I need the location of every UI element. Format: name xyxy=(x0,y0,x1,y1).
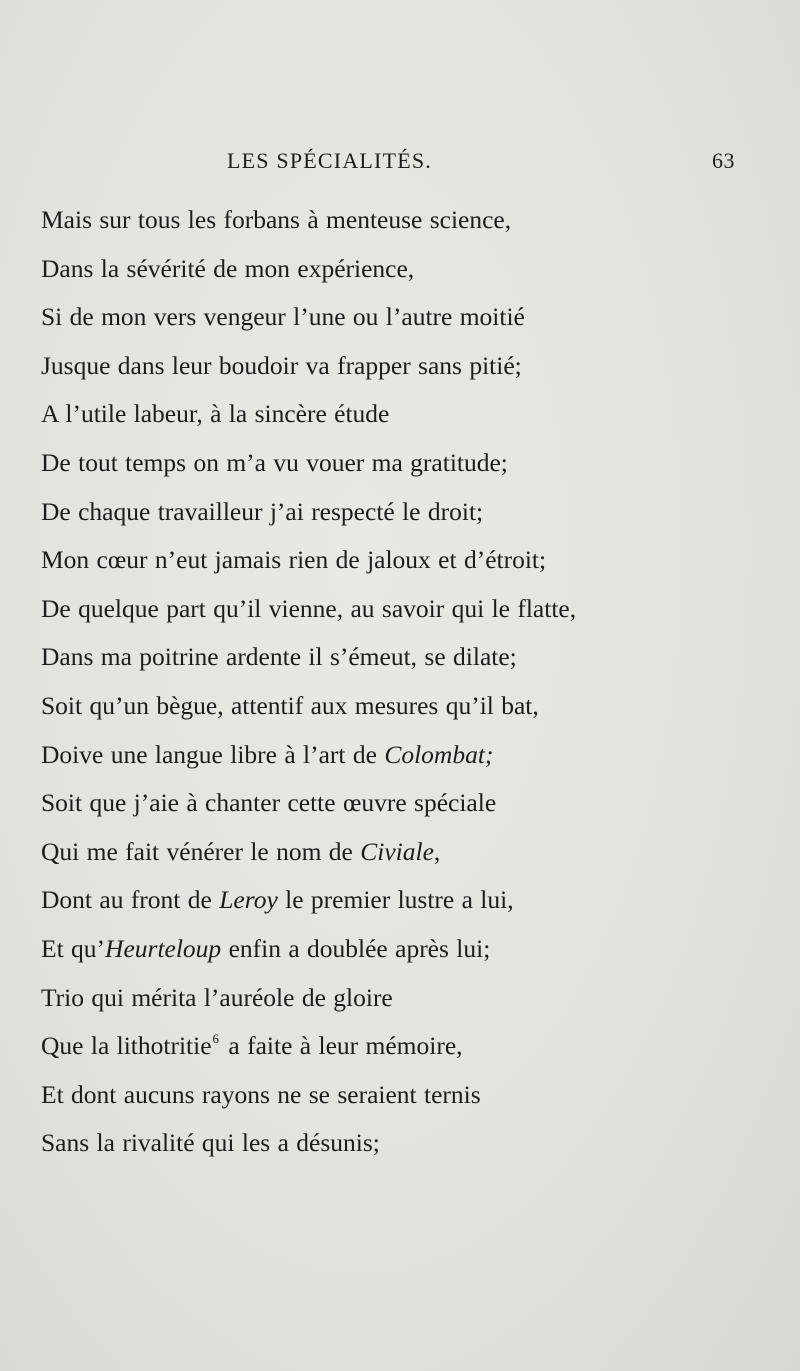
verse-line xyxy=(41,342,781,391)
verse-line xyxy=(41,245,781,294)
verse-line xyxy=(41,633,781,682)
verse-text: Doive une langue libre à l’art de xyxy=(41,739,385,769)
verse-line xyxy=(41,439,781,488)
verse-line xyxy=(41,828,781,877)
verse-line xyxy=(41,293,781,342)
verse-line xyxy=(41,488,781,537)
poem-text xyxy=(41,196,781,1168)
verse-line xyxy=(41,1022,781,1071)
italic-name: Heurteloup xyxy=(105,933,222,963)
verse-line xyxy=(41,925,781,974)
verse-text: le premier lustre a lui, xyxy=(277,885,514,915)
italic-name: Colombat; xyxy=(384,739,494,769)
verse-line xyxy=(41,390,781,439)
verse-line xyxy=(41,974,781,1023)
running-title: LES SPÉCIALITÉS. xyxy=(227,148,432,173)
verse-text: Dans la sévérité de mon expérience, xyxy=(41,253,415,283)
verse-text: , xyxy=(433,836,441,866)
verse-line xyxy=(41,536,781,585)
verse-line xyxy=(41,1071,781,1120)
verse-text: Trio qui mérita l’auréole de gloire xyxy=(41,982,393,1012)
verse-line xyxy=(41,779,781,828)
verse-text: Mais sur tous les forbans à menteuse science, xyxy=(41,205,512,234)
verse-text: Et dont aucuns rayons ne se seraient ternis xyxy=(41,1079,481,1109)
verse-line xyxy=(41,196,781,245)
verse-text: Mon cœur n’eut jamais rien de jaloux et d’étroit; xyxy=(41,545,547,575)
verse-text: Et qu’ xyxy=(41,933,106,963)
verse-text: De tout temps on m’a vu vouer ma gratitude; xyxy=(41,447,508,477)
verse-text: A l’utile labeur, à la sincère étude xyxy=(41,399,390,429)
verse-text: De quelque part qu’il vienne, au savoir qui le flatte, xyxy=(41,593,577,623)
italic-name: Civiale xyxy=(360,836,434,866)
verse-text: Si de mon vers vengeur l’une ou l’autre moitié xyxy=(41,302,525,332)
verse-text: Dans ma poitrine ardente il s’émeut, se dilate; xyxy=(41,642,517,672)
italic-name: Leroy xyxy=(219,885,278,915)
verse-text: Sans la rivalité qui les a désunis; xyxy=(41,1128,380,1158)
running-head xyxy=(0,148,800,178)
verse-text: Jusque dans leur boudoir va frapper sans pitié; xyxy=(41,350,522,380)
verse-line xyxy=(41,1119,781,1168)
verse-text: enfin a doublée après lui; xyxy=(221,933,491,963)
verse-text: De chaque travailleur j’ai respecté le droit; xyxy=(41,496,484,526)
verse-text: a faite à leur mémoire, xyxy=(221,1031,463,1061)
verse-text: Soit que j’aie à chanter cette œuvre spéciale xyxy=(41,788,497,818)
verse-line xyxy=(41,731,781,780)
verse-line xyxy=(41,876,781,925)
verse-text: Soit qu’un bègue, attentif aux mesures qu’il bat, xyxy=(41,690,539,720)
verse-line xyxy=(41,682,781,731)
verse-text: Dont au front de xyxy=(41,885,220,915)
footnote-marker: 6 xyxy=(212,1031,220,1047)
page-number: 63 xyxy=(712,148,735,173)
verse-text: Que la lithotritie xyxy=(41,1031,212,1061)
verse-line xyxy=(41,585,781,634)
verse-text: Qui me fait vénérer le nom de xyxy=(41,836,361,866)
